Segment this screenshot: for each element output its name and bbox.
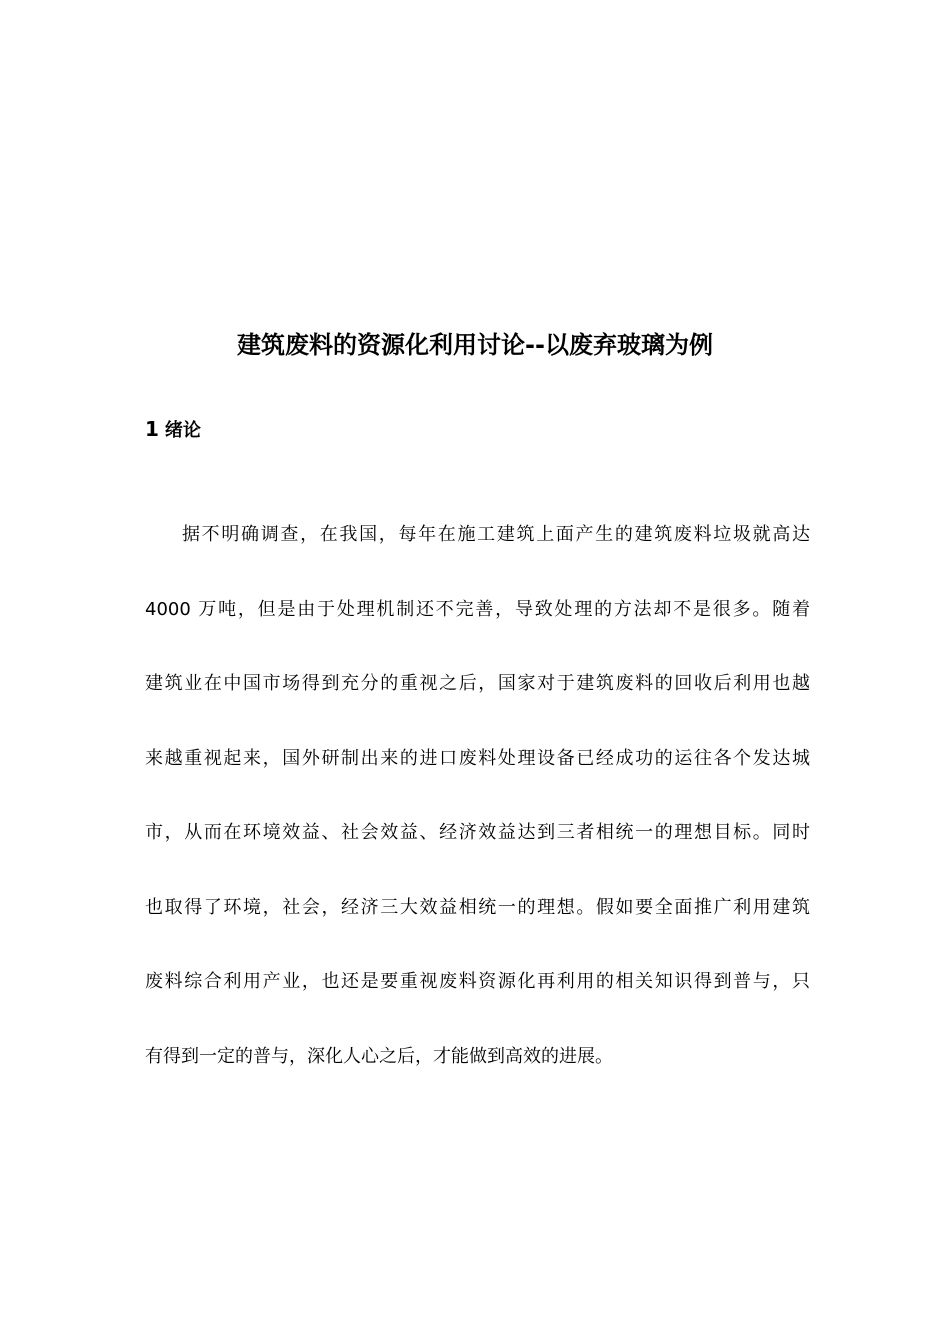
- section-number: 1: [145, 417, 159, 441]
- paragraph-line: 市，从而在环境效益、社会效益、经济效益达到三者相统一的理想目标。同时: [145, 822, 810, 843]
- section-title: 绪论: [164, 420, 201, 441]
- paragraph-line: 有得到一定的普与，深化人心之后，才能做到高效的进展。: [145, 1045, 613, 1067]
- document-title: 建筑废料的资源化利用讨论--以废弃玻璃为例: [237, 331, 713, 359]
- paragraph-line: 来越重视起来，国外研制出来的进口废料处理设备已经成功的运往各个发达城: [145, 747, 810, 769]
- paragraph-line: 建筑业在中国市场得到充分的重视之后，国家对于建筑废料的回收后利用也越: [145, 673, 810, 694]
- paragraph-line: 废料综合利用产业，也还是要重视废料资源化再利用的相关知识得到普与，只: [145, 971, 810, 992]
- body-paragraph: [145, 498, 810, 1094]
- paragraph-line: 4000 万吨，但是由于处理机制还不完善，导致处理的方法却不是很多。随着: [145, 598, 810, 620]
- section-heading: [145, 414, 201, 446]
- paragraph-line: 也取得了环境，社会，经济三大效益相统一的理想。假如要全面推广利用建筑: [145, 896, 810, 918]
- paragraph-line: 据不明确调查，在我国，每年在施工建筑上面产生的建筑废料垃圾就高达: [182, 524, 810, 545]
